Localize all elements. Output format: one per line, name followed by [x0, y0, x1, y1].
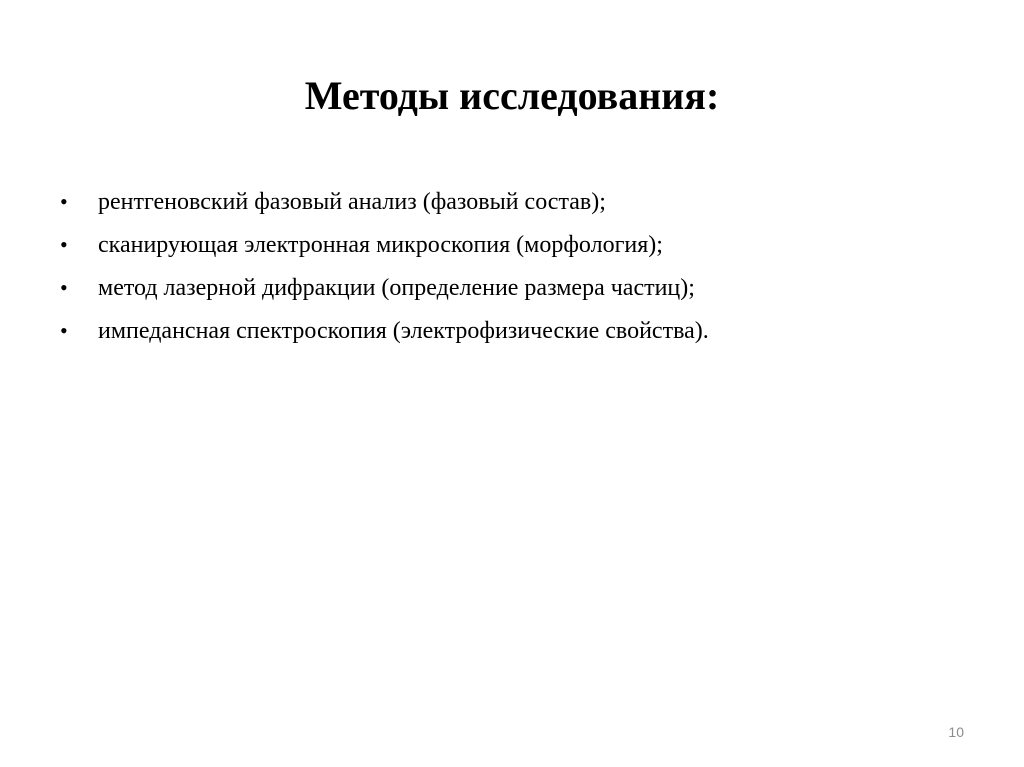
list-item [56, 227, 956, 270]
list-item-text: сканирующая электронная микроскопия (морфология); [98, 232, 663, 258]
bullet-icon: • [60, 318, 68, 343]
bullet-list [56, 184, 956, 356]
bullet-icon: • [60, 232, 68, 257]
slide-title: Методы исследования: [304, 73, 720, 118]
list-item-text: рентгеновский фазовый анализ (фазовый состав); [98, 189, 606, 215]
slide-number: 10 [948, 724, 964, 740]
list-item-text: метод лазерной дифракции (определение размера частиц); [98, 275, 695, 301]
list-item [56, 270, 956, 313]
list-item [56, 313, 956, 356]
bullet-icon: • [60, 189, 68, 214]
list-item [56, 184, 956, 227]
bullet-icon: • [60, 275, 68, 300]
list-item-text: импедансная спектроскопия (электрофизические свойства). [98, 318, 709, 344]
